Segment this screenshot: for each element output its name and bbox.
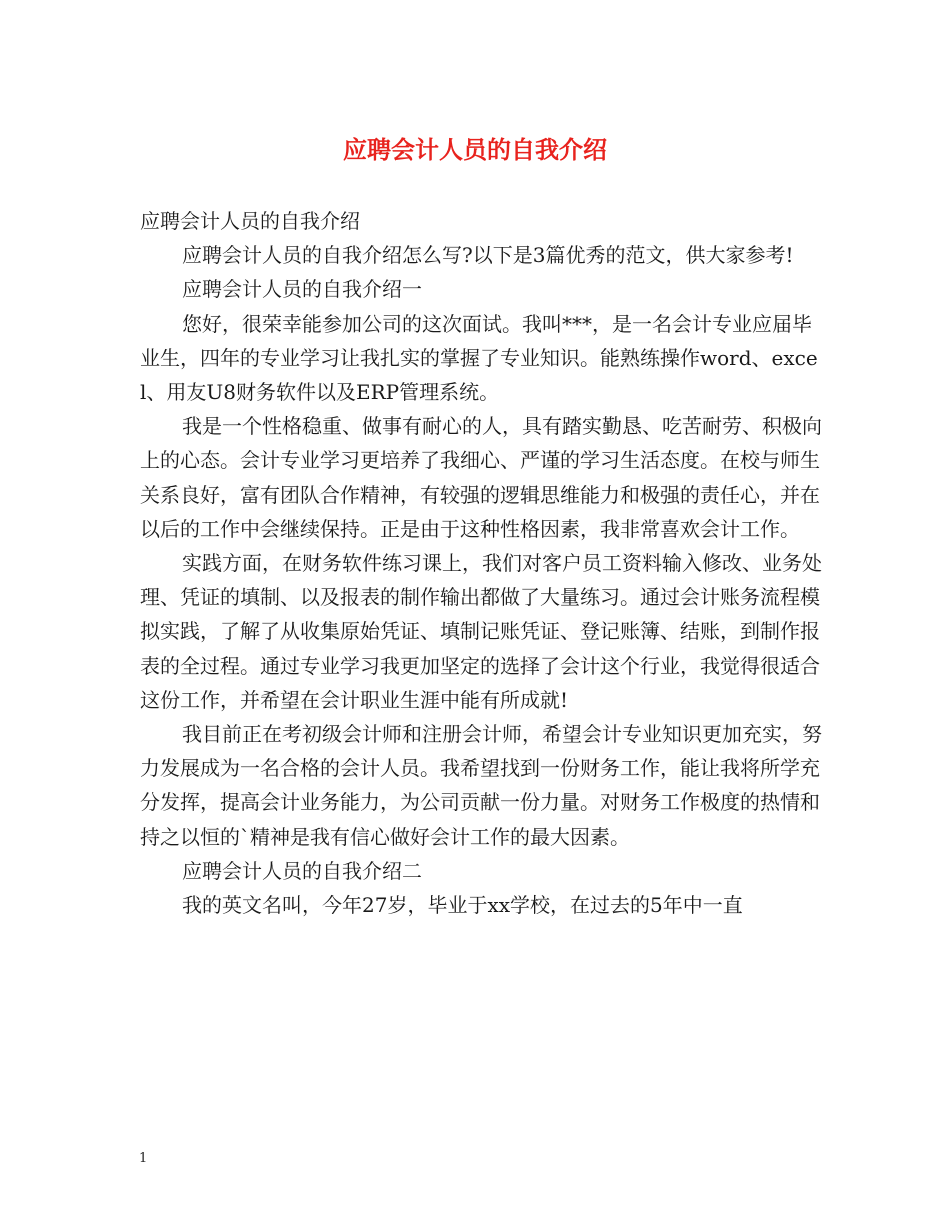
- paragraph-heading: 应聘会计人员的自我介绍: [140, 209, 360, 233]
- paragraph: 我是一个性格稳重、做事有耐心的人，具有踏实勤恳、吃苦耐劳、积极向上的心态。会计专业学习更培养了我细心、严谨的学习生活态度。在校与师生关系良好，富有团队合作精神，有较强的逻辑思维能力和极强的责任心，并在以后的工作中会继续保持。正是由于这种性格因素，我非常喜欢会计工作。: [140, 414, 822, 541]
- paragraph: 实践方面，在财务软件练习课上，我们对客户员工资料输入修改、业务处理、凭证的填制、以及报表的制作输出都做了大量练习。通过会计账务流程模拟实践，了解了从收集原始凭证、填制记账凭证、登记账簿、结账，到制作报表的全过程。通过专业学习我更加坚定的选择了会计这个行业，我觉得很适合这份工作，并希望在会计职业生涯中能有所成就!: [140, 551, 822, 712]
- paragraph: 我的英文名叫，今年27岁，毕业于xx学校，在过去的5年中一直: [182, 893, 743, 918]
- paragraph: 我目前正在考初级会计师和注册会计师，希望会计专业知识更加充实，努力发展成为一名合格的会计人员。我希望找到一份财务工作，能让我将所学充分发挥，提高会计业务能力，为公司贡献一份力量。对财务工作极度的热情和持之以恒的`精神是我有信心做好会计工作的最大因素。: [140, 722, 822, 849]
- paragraph-intro: 应聘会计人员的自我介绍怎么写?以下是3篇优秀的范文，供大家参考!: [182, 243, 794, 268]
- page-number: 1: [139, 1151, 148, 1166]
- paragraph: 您好，很荣幸能参加公司的这次面试。我叫***，是一名会计专业应届毕业生，四年的专业学习让我扎实的掌握了专业知识。能熟练操作word、excel、用友U8财务软件以及ERP管理系统。: [140, 311, 818, 405]
- document-title: 应聘会计人员的自我介绍: [343, 136, 607, 164]
- section-heading-two: 应聘会计人员的自我介绍二: [182, 858, 422, 883]
- document-body: [140, 204, 825, 922]
- section-heading-one: 应聘会计人员的自我介绍一: [182, 277, 422, 302]
